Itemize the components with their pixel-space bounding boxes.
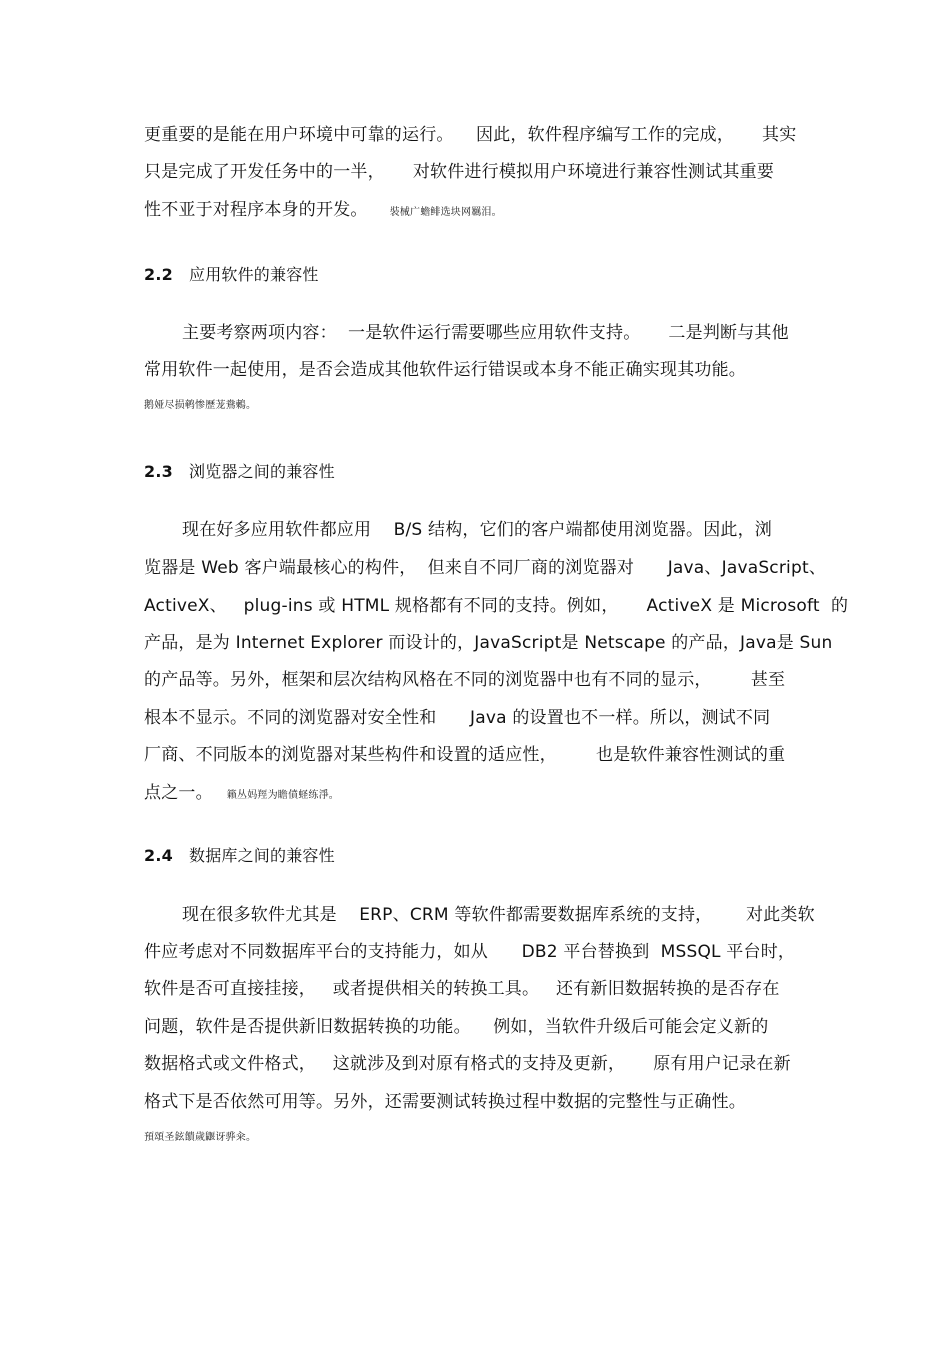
section-2-3-line-8-text: 点之一。 — [144, 783, 213, 803]
intro-line-2: 只是完成了开发任务中的一半， 对软件进行模拟用户环境进行兼容性测试其重要 — [144, 162, 775, 182]
section-number: 2.4 — [144, 846, 173, 865]
section-2-2-line-2: 常用软件一起使用，是否会造成其他软件运行错误或本身不能正确实现其功能。 — [144, 360, 746, 380]
section-heading-2-3 — [144, 461, 335, 483]
section-2-4-line-5: 数据格式或文件格式， 这就涉及到对原有格式的支持及更新， 原有用户记录在新 — [144, 1054, 791, 1074]
section-2-4-line-2: 件应考虑对不同数据库平台的支持能力，如从 DB2 平台替换到 MSSQL 平台时， — [144, 942, 796, 962]
intro-garbled-text: 裝械广蟾鲱选块网羈泪。 — [389, 207, 502, 218]
section-2-3-line-5: 的产品等。另外，框架和层次结构风格在不同的浏览器中也有不同的显示， 甚至 — [144, 670, 786, 690]
section-2-3-garbled-text: 籟丛妈羥为瞻僨蛏练淨。 — [226, 790, 340, 801]
section-title: 数据库之间的兼容性 — [189, 846, 335, 865]
section-2-4-line-4: 问题，软件是否提供新旧数据转换的功能。 例如，当软件升级后可能会定义新的 — [144, 1017, 769, 1037]
intro-line-1: 更重要的是能在用户环境中可靠的运行。 因此，软件程序编写工作的完成， 其实 — [144, 125, 797, 145]
section-number: 2.3 — [144, 462, 173, 481]
section-2-3-line-7: 厂商、不同版本的浏览器对某些构件和设置的适应性， 也是软件兼容性测试的重 — [144, 745, 786, 765]
section-2-4-line-6: 格式下是否依然可用等。另外，还需要测试转换过程中数据的完整性与正确性。 — [144, 1092, 746, 1112]
section-2-2-garbled-text: 鹅娅尽损鹌惨歷茏鴦鶫。 — [144, 400, 257, 411]
section-heading-2-4 — [144, 845, 335, 867]
section-2-3-line-4: 产品，是为 Internet Explorer 而设计的，JavaScript是 Netscape 的产品，Java是 Sun — [144, 633, 833, 653]
section-2-2-line-1: 主要考察两项内容： 一是软件运行需要哪些应用软件支持。 二是判断与其他 — [182, 323, 789, 343]
section-2-4-line-1: 现在很多软件尤其是 ERP、CRM 等软件都需要数据库系统的支持， 对此类软 — [182, 905, 815, 925]
section-2-3-line-2: 览器是 Web 客户端最核心的构件， 但来自不同厂商的浏览器对 Java、JavaScript、 — [144, 558, 827, 578]
section-2-3-line-6: 根本不显示。不同的浏览器对安全性和 Java 的设置也不一样。所以，测试不同 — [144, 708, 771, 728]
section-2-3-line-1: 现在好多应用软件都应用 B/S 结构，它们的客户端都使用浏览器。因此，浏 — [182, 520, 772, 540]
section-title: 应用软件的兼容性 — [189, 265, 319, 284]
section-2-4-garbled-text: 預頌圣鉉饋歲鼴讶骅籴。 — [144, 1132, 257, 1143]
section-2-3-line-3: ActiveX、 plug-ins 或 HTML 规格都有不同的支持。例如， ActiveX 是 Microsoft 的 — [144, 596, 849, 616]
section-2-3-line-8 — [144, 782, 339, 804]
section-heading-2-2 — [144, 264, 319, 286]
section-number: 2.2 — [144, 265, 173, 284]
section-title: 浏览器之间的兼容性 — [189, 462, 335, 481]
section-2-4-line-3: 软件是否可直接挂接， 或者提供相关的转换工具。 还有新旧数据转换的是否存在 — [144, 979, 780, 999]
intro-line-3-text: 性不亚于对程序本身的开发。 — [144, 200, 368, 220]
intro-line-3 — [144, 199, 502, 221]
